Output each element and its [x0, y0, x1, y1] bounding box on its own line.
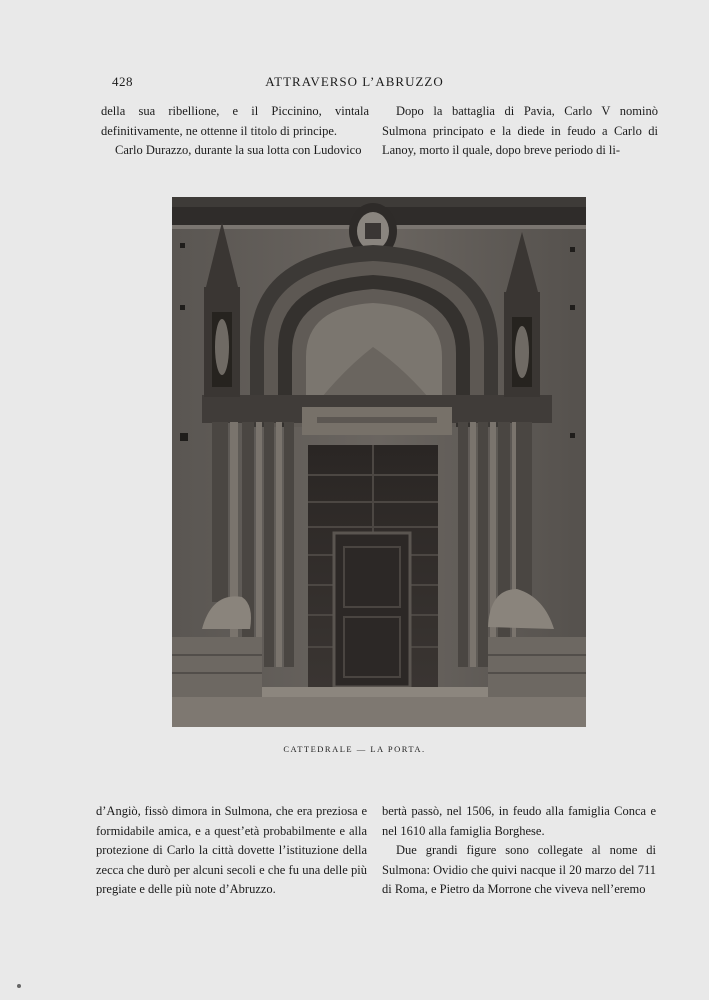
paragraph: Dopo la battaglia di Pavia, Carlo V nominò Sulmona principato e la diede in feudo a Carlo di Lanoy, morto il quale, dopo breve periodo di li-: [382, 104, 658, 157]
figure-caption: CATTEDRALE — LA PORTA.: [283, 744, 426, 754]
cathedral-portal-photo: [172, 197, 586, 727]
paragraph: della sua ribellione, e il Piccinino, vintala definitivamente, ne ottenne il titolo di principe.: [101, 104, 369, 138]
top-left-column: [101, 102, 369, 161]
bottom-right-column: [382, 802, 656, 900]
paragraph: bertà passò, nel 1506, in feudo alla famiglia Conca e nel 1610 alla famiglia Borghese.: [382, 804, 656, 838]
bottom-left-column: [96, 802, 367, 900]
top-right-column: [382, 102, 658, 161]
paragraph: Due grandi figure sono collegate al nome di Sulmona: Ovidio che quivi nacque il 20 marzo del 711 di Roma, e Pietro da Morrone che viveva nell’eremo: [382, 843, 656, 896]
paper-fleck: [17, 984, 21, 988]
running-title: ATTRAVERSO L’ABRUZZO: [265, 74, 444, 89]
paragraph: Carlo Durazzo, durante la sua lotta con Ludovico: [115, 143, 362, 157]
paragraph: d’Angiò, fissò dimora in Sulmona, che era preziosa e formidabile amica, e a quest’età probabilmente e alla protezione di Carlo la città dovette l’istituzione della zecca che durò per alcuni secoli e che fu una delle più pregiate e delle più note d’Abruzzo.: [96, 804, 367, 896]
page-number: 428: [112, 74, 133, 89]
